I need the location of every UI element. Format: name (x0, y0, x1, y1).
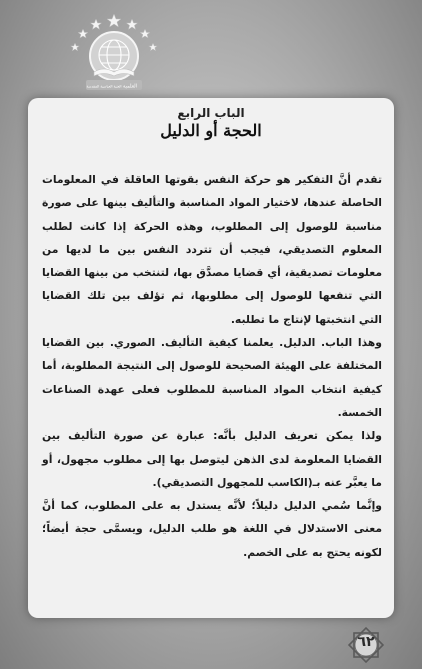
logo-bottom-text: العتبة العباسية المقدسة (86, 84, 122, 89)
body-text (42, 168, 382, 564)
logo-top-text: العلمية (122, 83, 138, 90)
publisher-logo (66, 12, 162, 98)
paragraph-2: وهذا الباب. الدليل. يعلمنا كيفية التأليف. الصوري. بين القضايا المختلفة على الهيئة الصحيحة للوصول إلى النتيجة المطلوبة، أما كيفية انتخاب المواد المناسبة للمطلوب فعلى عهدة الصناعات الخمسة. (42, 336, 382, 419)
chapter-heading: الباب الرابع (177, 106, 245, 120)
section-title: الحجة أو الدليل (160, 121, 262, 140)
paragraph-4: وإنَّما سُمي الدليل دليلاً؛ لأنَّه يستدل به على المطلوب، كما أنَّ معنى الاستدلال في اللغة هو طلب الدليل، ويسمَّى حجة أيضاً؛ لكونه يحتج به على الخصم. (42, 499, 382, 559)
page-number: ٦٢ (357, 634, 375, 650)
paragraph-1: تقدم أنَّ التفكير هو حركة النفس بقوتها العاقلة في المعلومات الحاصلة عندها، لاختيار المواد المناسبة والتأليف بينها على صورة مناسبة للوصول إلى المطلوب، وهذه الحركة إذا كانت لطلب المعلوم التصديقي، فيجب أن تتردد النفس بين ما لديها من معلومات تصديقية، أي قضايا مصدَّق بها، لتنتخب من بينها القضايا التي تنفعها للوصول إلى مطلوبها، ثم تؤلف بين تلك القضايا التي انتخبتها لإنتاج ما تطلبه. (42, 173, 382, 326)
paragraph-3: ولذا يمكن تعريف الدليل بأنَّه: عبارة عن صورة التأليف بين القضايا المعلومة لدى الذهن ليتوصل بها إلى مطلوب مجهول، أو ما يعبَّر عنه بـ(الكاسب للمجهول التصديقي). (42, 429, 382, 489)
